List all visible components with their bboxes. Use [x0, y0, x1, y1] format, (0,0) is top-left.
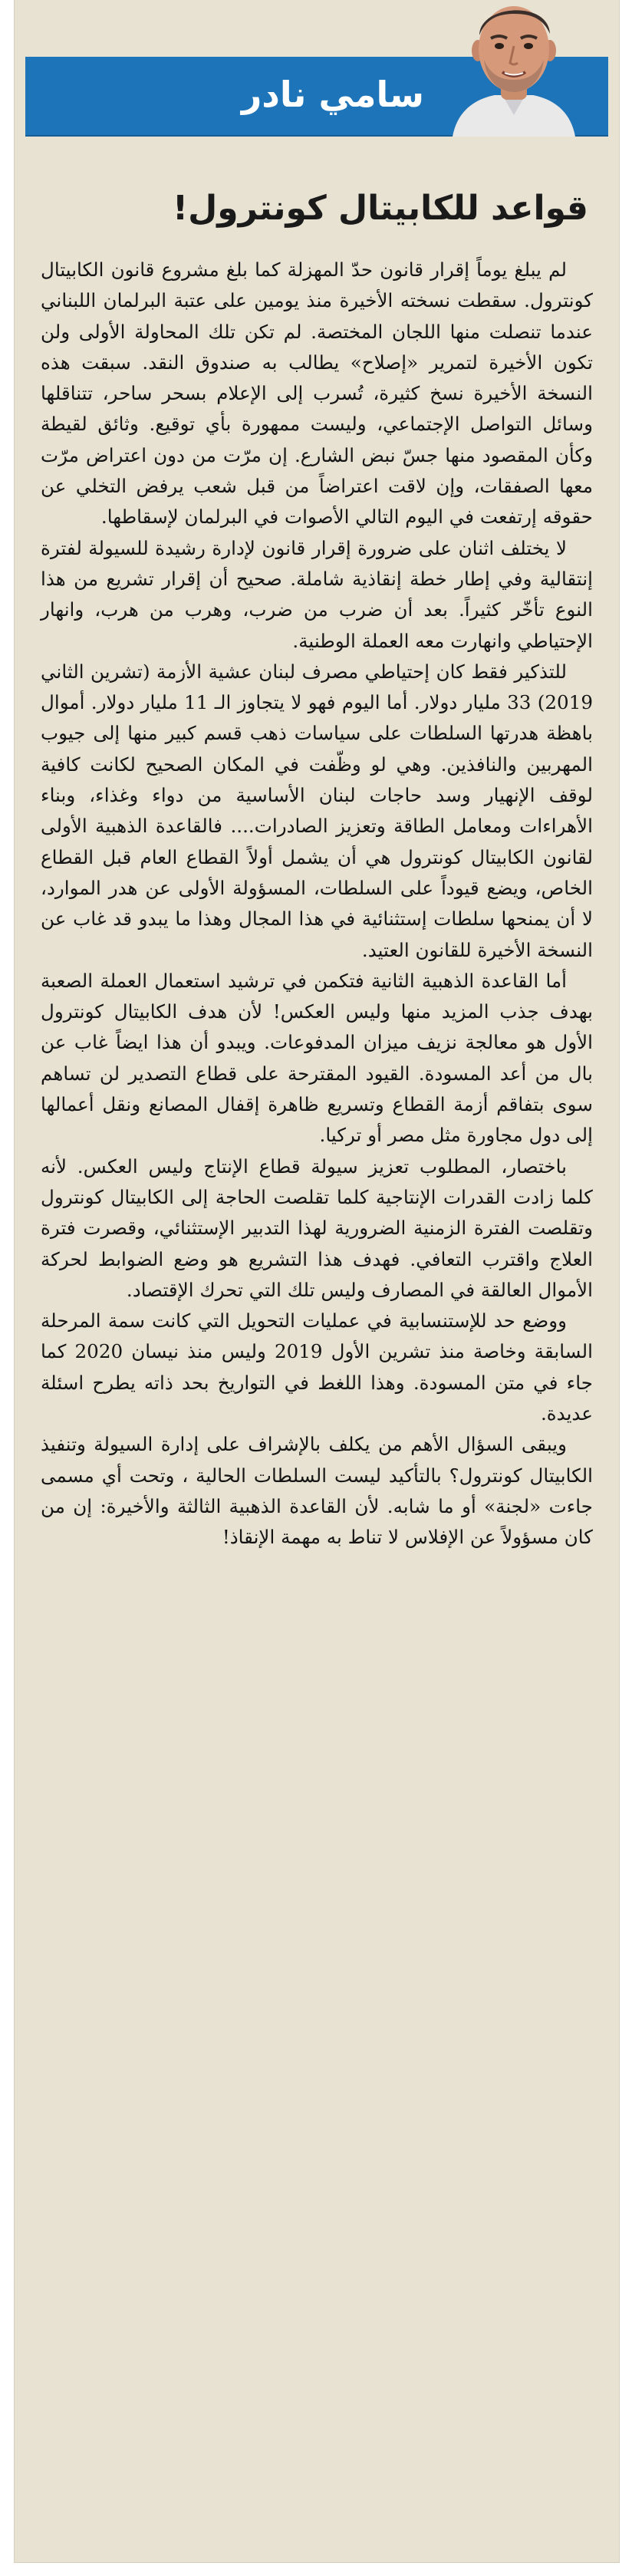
- author-photo: [449, 0, 579, 137]
- author-portrait-icon: [449, 0, 579, 137]
- article-paragraph: لم يبلغ يوماً إقرار قانون حدّ المهزلة كما بلغ مشروع قانون الكابيتال كونترول. سقطت نسخته الأخيرة منذ يومين على عتبة البرلمان اللبناني عندما تنصلت منها اللجان المختصة. لم تكن تلك المحاولة الأولى ولن تكون الأخيرة لتمرير «إصلاح» يطالب به صندوق النقد. سبقت هذه النسخة الأخيرة نسخ كثيرة، تُسرب إلى الإعلام بسحر ساحر، تتناقلها وسائل التواصل الإجتماعي، وليست ممهورة بأي توقيع. وثائق لقيطة وكأن المقصود منها جسّ نبض الشارع. إن مرّت من دون اعتراض مرّت معها الصفقات، وإن لاقت اعتراضاً من قبل شعب يرفض التخلي عن حقوقه إرتفعت في اليوم التالي الأصوات في البرلمان لإسقاطها.: [41, 259, 593, 529]
- article-paragraph: باختصار، المطلوب تعزيز سيولة قطاع الإنتاج وليس العكس. لأنه كلما زادت القدرات الإنتاجية كلما تقلصت الحاجة إلى الكابيتال كونترول وتقلصت الفترة الزمنية الضرورية لهذا التدبير الإستثنائي، وقصرت فترة العلاج واقترب التعافي. فهدف هذا التشريع هو وضع الضوابط لحركة الأموال العالقة في المصارف وليس تلك التي تحرك الإقتصاد.: [41, 1155, 593, 1301]
- article-paragraph: ووضع حد للإستنسابية في عمليات التحويل التي كانت سمة المرحلة السابقة وخاصة منذ تشرين الأول 2019 وليس منذ نيسان 2020 كما جاء في متن المسودة. وهذا اللغط في التواريخ بحد ذاته يطرح اسئلة عديدة.: [41, 1309, 593, 1425]
- article-body: [41, 255, 593, 1553]
- article-paragraph: لا يختلف اثنان على ضرورة إقرار قانون لإدارة رشيدة للسيولة لفترة إنتقالية وفي إطار خطة إنقاذية شاملة. صحيح أن إقرار تشريع من هذا النوع تأخّر كثيراً. بعد أن ضرب من ضرب، وهرب من هرب، وانهار الإحتياطي وانهارت معه العملة الوطنية.: [41, 536, 593, 652]
- article-paragraph: ويبقى السؤال الأهم من يكلف بالإشراف على إدارة السيولة وتنفيذ الكابيتال كونترول؟ بالتأكيد ليست السلطات الحالية ، وتحت أي مسمى جاءت «لجنة» أو ما شابه. لأن القاعدة الذهبية الثالثة والأخيرة: إن من كان مسؤولاً عن الإفلاس لا تناط به مهمة الإنقاذ!: [41, 1433, 593, 1549]
- article-headline: قواعد للكابيتال كونترول!: [173, 189, 588, 228]
- article-paragraph: أما القاعدة الذهبية الثانية فتكمن في ترشيد استعمال العملة الصعبة بهدف جذب المزيد منها وليس العكس! لأن هدف الكابيتال كونترول الأول هو معالجة نزيف ميزان المدفوعات. ويبدو أن هذا ايضاً غاب عن بال من أعد المسودة. القيود المقترحة على قطاع التصدير لن تساهم سوى بتفاقم أزمة القطاع وتسريع ظاهرة إقفال المصانع ونقل أعمالها إلى دول مجاورة مثل مصر أو تركيا.: [41, 969, 593, 1147]
- article-paragraph: للتذكير فقط كان إحتياطي مصرف لبنان عشية الأزمة (تشرين الثاني 2019) 33 مليار دولار. أما اليوم فهو لا يتجاوز الـ 11 مليار دولار. أموال باهظة هدرتها السلطات على سياسات ذهب قسم كبير منها إلى جيوب المهربين والنافذين. وهي لو وظّفت في المكان الصحيح لكانت كافية لوقف الإنهيار وسد حاجات لبنان الأساسية من دواء وغذاء، وبناء الأهراءات ومعامل الطاقة وتعزيز الصادرات.... فالقاعدة الذهبية الأولى لقانون الكابيتال كونترول هي أن يشمل أولاً القطاع العام قبل القطاع الخاص، ويضع قيوداً على السلطات، المسؤولة الأولى عن هدر الموارد، لا أن يمنحها سلطات إستثنائية في هذا المجال وهذا ما يبدو قد غاب عن النسخة الأخيرة للقانون العتيد.: [41, 660, 593, 961]
- newspaper-column: [14, 0, 620, 2563]
- author-name: سامي نادر: [241, 74, 424, 115]
